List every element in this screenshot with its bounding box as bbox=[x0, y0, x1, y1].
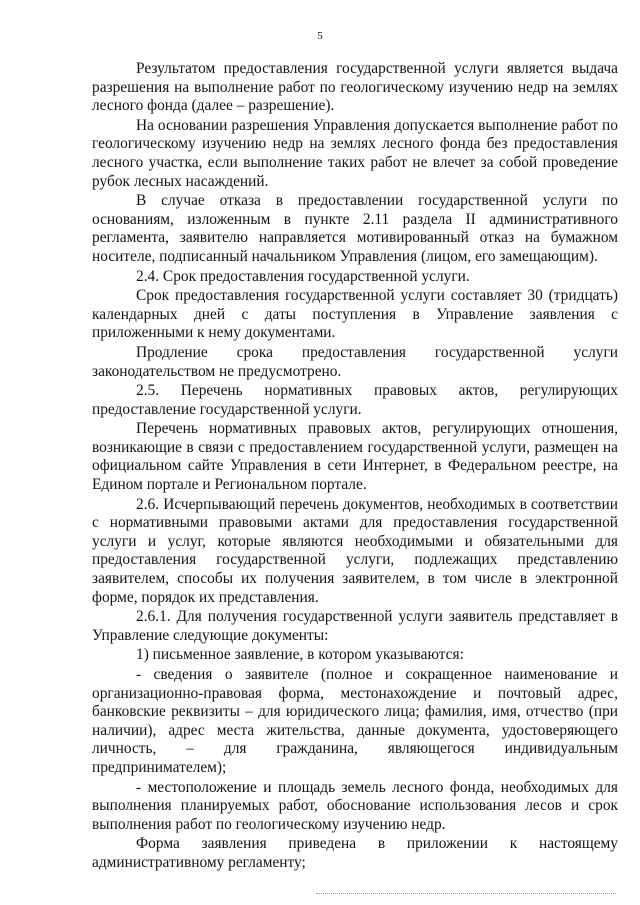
paragraph-form-note: Форма заявления приведена в приложении к настоящему административному регламенту; bbox=[92, 835, 618, 871]
scan-artifact-dotted-line bbox=[316, 893, 616, 894]
section-heading-2-6: 2.6. Исчерпывающий перечень документов, необходимых в соответствии с нормативными правовыми актами для предоставления государственной услуги и услуг, которые являются необходимыми и обязательными для предоставления государственной услуги, подлежащих представлению заявителем, способы их получения заявителем, в том числе в электронной форме, порядок их представления. bbox=[92, 495, 618, 606]
section-heading-2-4: 2.4. Срок предоставления государственной услуги. bbox=[136, 267, 470, 285]
paragraph-refusal: В случае отказа в предоставлении государственной услуги по основаниям, изложенным в пункте 2.11 раздела II административного регламента, заявителю направляется мотивированный отказ на бумажном носителе, подписанный начальником Управления (лицом, его замещающим). bbox=[92, 192, 618, 265]
list-item-location: - местоположение и площадь земель лесного фонда, необходимых для выполнения планируемых работ, обоснование использования лесов и срок выполнения работ по геологическому изучению недр. bbox=[92, 778, 618, 833]
list-item-application: 1) письменное заявление, в котором указываются: bbox=[136, 646, 464, 664]
paragraph-permit-basis: На основании разрешения Управления допускается выполнение работ по геологическому изучению недр на землях лесного фонда без предоставления лесного участка, если выполнение таких работ не влечет за собой проведение рубок лесных насаждений. bbox=[92, 116, 618, 190]
paragraph-result: Результатом предоставления государственной услуги является выдача разрешения на выполнение работ по геологическому изучению недр на землях лесного фонда (далее – разрешение). bbox=[92, 60, 618, 115]
section-heading-2-5: 2.5. Перечень нормативных правовых актов, регулирующих предоставление государственной услуги. bbox=[92, 382, 618, 418]
paragraph-2-6-1: 2.6.1. Для получения государственной услуги заявитель представляет в Управление следующие документы: bbox=[92, 608, 618, 644]
paragraph-legal-acts: Перечень нормативных правовых актов, регулирующих отношения, возникающие в связи с предоставлением государственной услуги, размещен на официальном сайте Управления в сети Интернет, в Федеральном реестре, на Едином портале и Региональном портале. bbox=[92, 420, 618, 494]
list-item-applicant-info: - сведения о заявителе (полное и сокращенное наименование и организационно-правовая форма, местонахождение и почтовый адрес, банковские реквизиты – для юридического лица; фамилия, имя, отчество (при наличии), адрес места жительства, данные документа, удостоверяющего личность, – для гражданина, являющегося индивидуальным предпринимателем); bbox=[92, 666, 618, 776]
page-number: 5 bbox=[317, 30, 323, 42]
paragraph-term: Срок предоставления государственной услуги составляет 30 (тридцать) календарных дней с даты поступления в Управление заявления с приложенными к нему документами. bbox=[92, 287, 618, 342]
paragraph-extension: Продление срока предоставления государственной услуги законодательством не предусмотрено. bbox=[92, 343, 618, 380]
document-body bbox=[92, 60, 618, 873]
